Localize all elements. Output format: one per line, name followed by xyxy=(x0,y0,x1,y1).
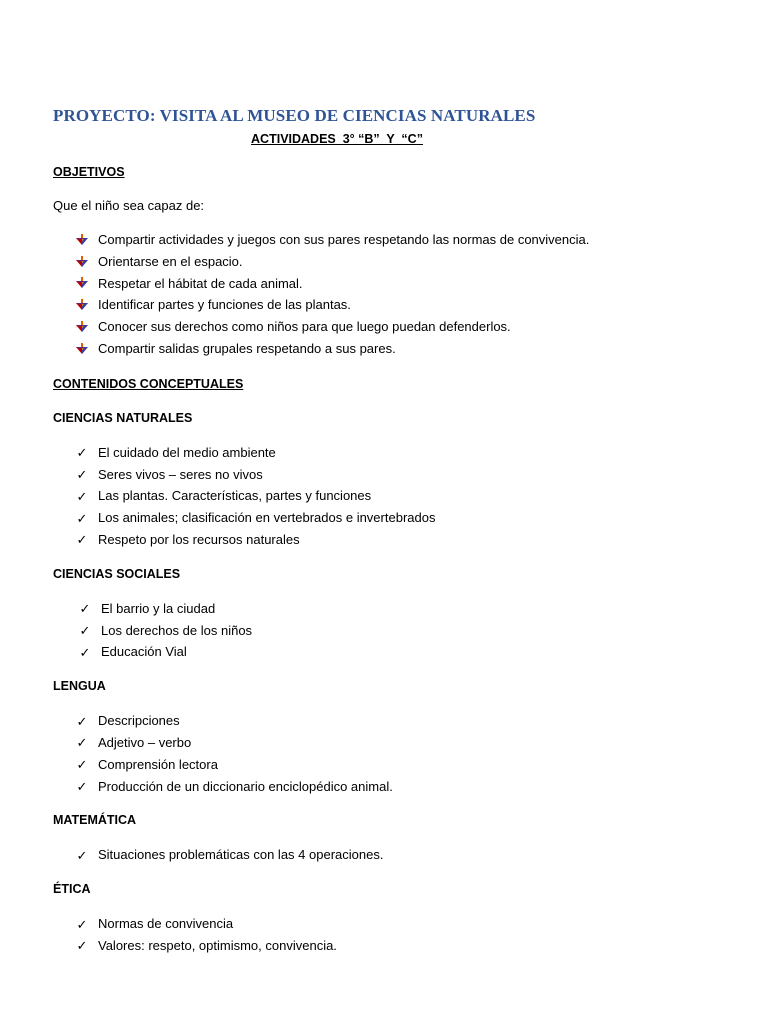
section-heading-ciencias-naturales: CIENCIAS NATURALES xyxy=(53,410,193,425)
objetivo-item xyxy=(53,294,733,316)
arrow-bullet-icon xyxy=(75,251,89,273)
arrow-bullet-icon xyxy=(75,316,89,338)
list-item-text: Situaciones problemáticas con las 4 operaciones. xyxy=(98,847,384,863)
list-item-text: El cuidado del medio ambiente xyxy=(98,444,276,460)
list-item-text: Los animales; clasificación en vertebrados e invertebrados xyxy=(98,510,436,526)
checkmark-icon: ✓ xyxy=(76,445,88,461)
list-item xyxy=(53,598,733,620)
checkmark-icon: ✓ xyxy=(79,644,91,660)
list-item xyxy=(53,442,733,464)
checkmark-icon: ✓ xyxy=(76,735,88,751)
objetivo-text: Identificar partes y funciones de las plantas. xyxy=(98,297,351,313)
checkmark-icon: ✓ xyxy=(76,938,88,954)
list-item-text: Normas de convivencia xyxy=(98,916,234,932)
checkmark-icon: ✓ xyxy=(79,622,91,638)
ciencias-naturales-list xyxy=(53,442,733,551)
ciencias-sociales-list xyxy=(53,598,733,663)
list-item xyxy=(53,641,733,663)
list-item xyxy=(53,620,733,642)
section-heading-matematica: MATEMÁTICA xyxy=(53,813,137,828)
checkmark-icon: ✓ xyxy=(76,757,88,773)
objetivo-item xyxy=(53,338,733,360)
objetivo-item xyxy=(53,229,733,251)
list-item xyxy=(53,935,733,957)
list-item xyxy=(53,732,733,754)
list-item xyxy=(53,776,733,798)
checkmark-icon: ✓ xyxy=(76,713,88,729)
checkmark-icon: ✓ xyxy=(79,601,91,617)
list-item-text: Seres vivos – seres no vivos xyxy=(98,466,263,482)
checkmark-icon: ✓ xyxy=(76,778,88,794)
checkmark-icon: ✓ xyxy=(76,532,88,548)
list-item xyxy=(53,464,733,486)
section-heading-ciencias-sociales: CIENCIAS SOCIALES xyxy=(53,566,181,581)
list-item-text: Valores: respeto, optimismo, convivencia. xyxy=(98,937,337,953)
list-item xyxy=(53,754,733,776)
list-item xyxy=(53,529,733,551)
section-heading-etica: ÉTICA xyxy=(53,882,91,897)
etica-list xyxy=(53,913,733,957)
list-item-text: Las plantas. Características, partes y funciones xyxy=(98,488,372,504)
list-item-text: Educación Vial xyxy=(101,644,187,660)
list-item xyxy=(53,913,733,935)
list-item-text: Adjetivo – verbo xyxy=(98,734,192,750)
list-item-text: Producción de un diccionario enciclopédico animal. xyxy=(98,778,393,794)
matematica-list xyxy=(53,844,733,866)
checkmark-icon: ✓ xyxy=(76,916,88,932)
list-item-text: Descripciones xyxy=(98,713,180,729)
checkmark-icon: ✓ xyxy=(76,510,88,526)
list-item xyxy=(53,507,733,529)
list-item-text: Respeto por los recursos naturales xyxy=(98,531,300,547)
list-item-text: El barrio y la ciudad xyxy=(101,600,216,616)
objetivos-intro: Que el niño sea capaz de: xyxy=(53,198,205,213)
contenidos-heading: CONTENIDOS CONCEPTUALES xyxy=(53,376,244,391)
objetivos-list xyxy=(53,229,733,360)
arrow-bullet-icon xyxy=(75,338,89,360)
list-item xyxy=(53,844,733,866)
document-title: PROYECTO: VISITA AL MUSEO DE CIENCIAS NATURALES xyxy=(53,106,536,125)
objetivo-item xyxy=(53,273,733,295)
list-item-text: Comprensión lectora xyxy=(98,756,218,772)
objetivo-text: Orientarse en el espacio. xyxy=(98,253,243,269)
list-item xyxy=(53,710,733,732)
objetivo-text: Compartir salidas grupales respetando a sus pares. xyxy=(98,340,396,356)
checkmark-icon: ✓ xyxy=(76,847,88,863)
lengua-list xyxy=(53,710,733,797)
objetivo-text: Compartir actividades y juegos con sus pares respetando las normas de convivencia. xyxy=(98,232,590,247)
arrow-bullet-icon xyxy=(75,273,89,295)
section-heading-lengua: LENGUA xyxy=(53,679,106,694)
checkmark-icon: ✓ xyxy=(76,466,88,482)
list-item-text: Los derechos de los niños xyxy=(101,622,253,638)
checkmark-icon: ✓ xyxy=(76,488,88,504)
objetivo-item xyxy=(53,251,733,273)
objetivos-heading: OBJETIVOS xyxy=(53,165,125,179)
document-subtitle: ACTIVIDADES 3° “B” Y “C” xyxy=(251,132,423,146)
document-page xyxy=(53,104,733,957)
objetivo-item xyxy=(53,316,733,338)
objetivo-text: Conocer sus derechos como niños para que luego puedan defenderlos. xyxy=(98,319,511,335)
objetivo-text: Respetar el hábitat de cada animal. xyxy=(98,275,303,291)
arrow-bullet-icon xyxy=(75,294,89,316)
list-item xyxy=(53,485,733,507)
arrow-bullet-icon xyxy=(75,229,89,251)
